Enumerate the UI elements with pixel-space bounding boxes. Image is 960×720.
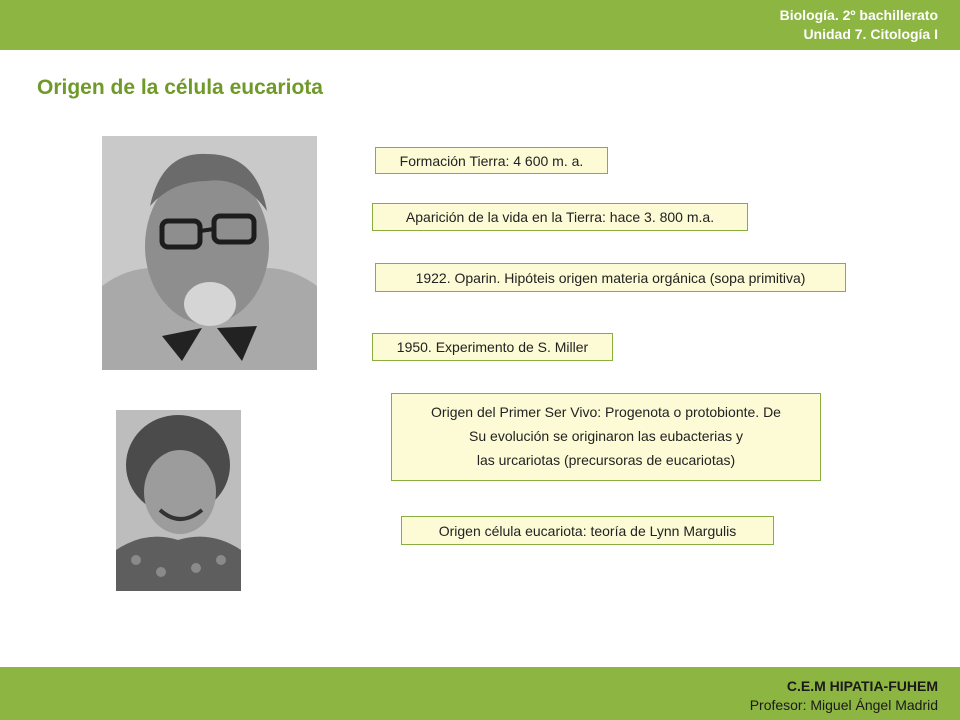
portrait-photo-top [102, 136, 317, 370]
timeline-life-origin-text: Aparición de la vida en la Tierra: hace 3. 800 m.a. [405, 209, 715, 225]
unit-name: Unidad 7. Citología I [803, 26, 938, 42]
timeline-earth-formation [375, 147, 608, 174]
first-living-being-line2: Su evolución se originaron las eubacterias y [469, 428, 743, 444]
timeline-oparin-text: 1922. Oparin. Hipóteis origen materia orgánica (sopa primitiva) [415, 269, 806, 286]
first-living-being-line1: Origen del Primer Ser Vivo: Progenota o protobionte. De [431, 404, 781, 420]
school-name: C.E.M HIPATIA-FUHEM [786, 678, 938, 694]
course-name: Biología. 2º bachillerato [779, 7, 938, 23]
slide-title: Origen de la célula eucariota [37, 76, 323, 99]
timeline-life-origin [372, 203, 748, 231]
timeline-margulis [401, 516, 774, 545]
teacher-name: Profesor: Miguel Ángel Madrid [749, 697, 938, 713]
first-living-being-line3: las urcariotas (precursoras de eucariotas) [476, 452, 736, 468]
portrait-photo-bottom [116, 410, 241, 591]
timeline-margulis-text: Origen célula eucariota: teoría de Lynn Margulis [438, 522, 737, 539]
timeline-oparin [375, 263, 846, 292]
timeline-miller-text: 1950. Experimento de S. Miller [396, 339, 589, 355]
course-info [780, 6, 938, 44]
timeline-miller [372, 333, 613, 361]
timeline-earth-formation-text: Formación Tierra: 4 600 m. a. [399, 152, 584, 169]
timeline-first-living-being [391, 393, 821, 481]
